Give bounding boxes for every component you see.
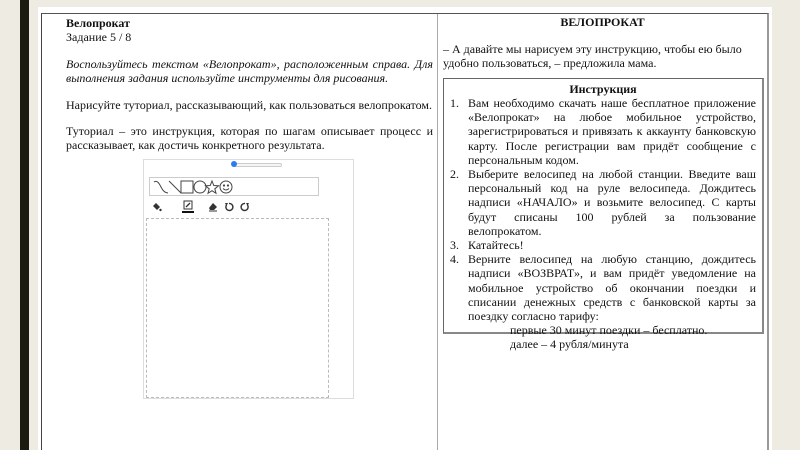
freehand-line-icon[interactable] [154, 181, 168, 193]
drawing-widget [143, 159, 354, 399]
instruction-list [450, 96, 756, 352]
instruction-title: Инструкция [569, 82, 637, 96]
task-table [41, 13, 769, 450]
shape-toolbar [149, 177, 319, 196]
tariff-line: далее – 4 рубля/минута [510, 337, 629, 352]
list-item: 4. Верните велосипед на любую станцию, дождитесь надписи «ВОЗВРАТ», и вам придёт уведомление на мобильное устройство об окончании поездки и списании денежных средств с банковской карты за поездку согласно тарифу: [450, 252, 756, 324]
circle-icon[interactable] [194, 181, 206, 193]
eraser-icon[interactable] [208, 202, 218, 212]
redo-icon[interactable] [240, 202, 250, 212]
star-icon[interactable] [206, 181, 219, 193]
drawing-canvas[interactable] [146, 218, 329, 398]
slider-thumb[interactable] [231, 161, 237, 167]
instruction-box [443, 78, 764, 352]
list-item: 3. Катайтесь! [450, 238, 524, 253]
smiley-icon[interactable] [220, 181, 232, 193]
text-column [438, 14, 767, 450]
text-heading: ВЕЛОПРОКАТ [560, 15, 645, 29]
list-item: 2. Выберите велосипед на любой станции. Введите ваш персональный код на руле велосипеда. Дождитесь надписи «НАЧАЛО» и возьмите велосипед. С карты будут списаны 100 рублей за пользование велопрокатом. [450, 167, 756, 238]
brush-size-slider[interactable] [232, 163, 282, 167]
slide-accent-bar [20, 0, 29, 450]
task-title: Велопрокат [66, 16, 130, 30]
tariff-line: первые 30 минут поездки – бесплатно. [510, 323, 708, 338]
list-item: 1. Вам необходимо скачать наше бесплатное приложение «Велопрокат» на любое мобильное устройство, зарегистрироваться и привязать к аккаунту банковскую карту. После регистрации вам придёт сообщение с персональным кодом. [450, 96, 756, 167]
rectangle-icon[interactable] [181, 181, 193, 193]
fill-bucket-icon[interactable] [152, 202, 162, 212]
task-column [42, 14, 438, 450]
tool-toolbar [152, 200, 250, 214]
straight-line-icon[interactable] [169, 181, 181, 193]
tutorial-definition: Туториал – это инструкция, которая по шагам описывает процесс и рассказывает, как достичь конкретного результата. [66, 124, 433, 152]
task-counter: Задание 5 / 8 [66, 30, 132, 44]
pencil-icon[interactable] [182, 200, 194, 214]
text-intro: – А давайте мы нарисуем эту инструкцию, чтобы ею было удобно пользоваться, – предложила мама. [443, 42, 742, 70]
task-instruction: Воспользуйтесь текстом «Велопрокат», расположенным справа. Для выполнения задания используйте инструменты для рисования. [66, 57, 433, 85]
undo-icon[interactable] [224, 202, 234, 212]
task-prompt: Нарисуйте туториал, рассказывающий, как пользоваться велопрокатом. [66, 98, 432, 112]
